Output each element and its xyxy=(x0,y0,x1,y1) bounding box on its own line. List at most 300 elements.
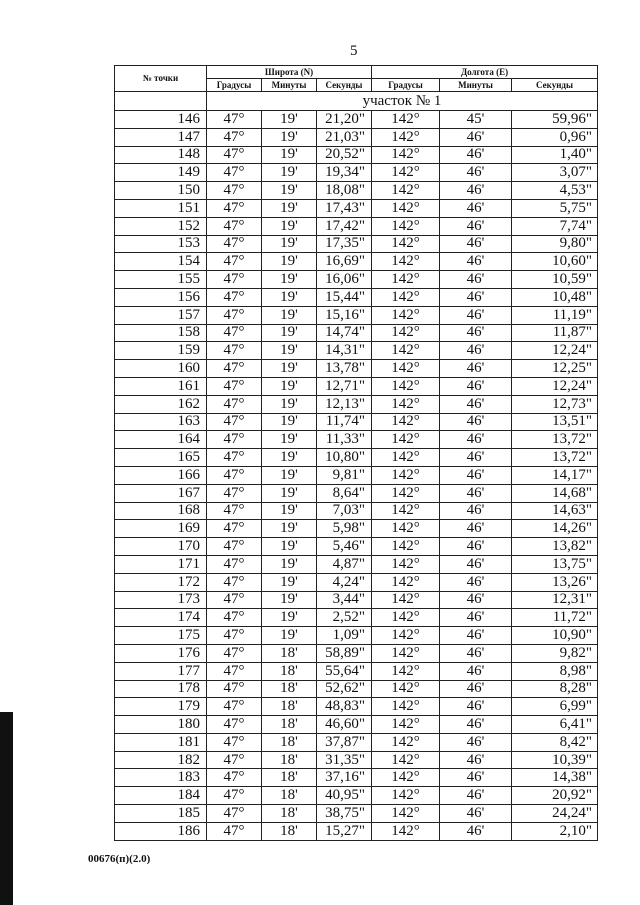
table-row xyxy=(115,360,598,378)
lat-degrees-cell: 47° xyxy=(207,555,262,573)
point-number-cell: 182 xyxy=(115,751,207,769)
lat-degrees-cell: 47° xyxy=(207,342,262,360)
lat-seconds-cell: 5,46" xyxy=(317,538,372,556)
lon-minutes-cell: 46' xyxy=(440,449,512,467)
lon-degrees-cell: 142° xyxy=(372,217,440,235)
lat-degrees-cell: 47° xyxy=(207,377,262,395)
table-row xyxy=(115,182,598,200)
table-row xyxy=(115,324,598,342)
point-number-cell: 166 xyxy=(115,466,207,484)
table-row xyxy=(115,306,598,324)
table-row xyxy=(115,591,598,609)
lon-seconds-cell: 9,80" xyxy=(512,235,598,253)
lon-seconds-cell: 10,59" xyxy=(512,271,598,289)
lon-degrees-cell: 142° xyxy=(372,662,440,680)
lat-seconds-cell: 52,62" xyxy=(317,680,372,698)
lat-seconds-cell: 18,08" xyxy=(317,182,372,200)
point-number-cell: 174 xyxy=(115,609,207,627)
lat-degrees-cell: 47° xyxy=(207,413,262,431)
coordinates-table xyxy=(114,65,598,841)
lat-minutes-cell: 19' xyxy=(262,288,317,306)
table-row xyxy=(115,698,598,716)
table-row xyxy=(115,787,598,805)
point-number-cell: 167 xyxy=(115,484,207,502)
lon-degrees-cell: 142° xyxy=(372,324,440,342)
lat-seconds-cell: 31,35" xyxy=(317,751,372,769)
point-number-cell: 162 xyxy=(115,395,207,413)
lon-minutes-cell: 46' xyxy=(440,573,512,591)
lon-seconds-cell: 2,10" xyxy=(512,822,598,840)
lat-degrees-cell: 47° xyxy=(207,360,262,378)
lat-degrees-cell: 47° xyxy=(207,484,262,502)
table-row xyxy=(115,395,598,413)
lat-minutes-cell: 19' xyxy=(262,609,317,627)
lon-degrees-cell: 142° xyxy=(372,111,440,129)
lon-degrees-cell: 142° xyxy=(372,377,440,395)
lon-seconds-cell: 3,07" xyxy=(512,164,598,182)
lon-seconds-cell: 10,39" xyxy=(512,751,598,769)
lat-degrees-cell: 47° xyxy=(207,733,262,751)
lat-seconds-cell: 58,89" xyxy=(317,644,372,662)
lon-minutes-cell: 46' xyxy=(440,146,512,164)
point-number-cell: 158 xyxy=(115,324,207,342)
lat-degrees-cell: 47° xyxy=(207,164,262,182)
lon-minutes-cell: 46' xyxy=(440,306,512,324)
table-row xyxy=(115,342,598,360)
point-number-cell: 181 xyxy=(115,733,207,751)
lon-degrees-cell: 142° xyxy=(372,128,440,146)
lon-degrees-cell: 142° xyxy=(372,520,440,538)
point-number-cell: 150 xyxy=(115,182,207,200)
lat-seconds-cell: 40,95" xyxy=(317,787,372,805)
longitude-header: Долгота (E) xyxy=(372,66,598,79)
lat-minutes-cell: 19' xyxy=(262,502,317,520)
lat-seconds-cell: 16,69" xyxy=(317,253,372,271)
lat-seconds-cell: 46,60" xyxy=(317,716,372,734)
lat-degrees-cell: 47° xyxy=(207,520,262,538)
lat-degrees-cell: 47° xyxy=(207,431,262,449)
lat-minutes-cell: 18' xyxy=(262,716,317,734)
point-number-cell: 160 xyxy=(115,360,207,378)
lat-minutes-cell: 19' xyxy=(262,111,317,129)
lat-seconds-cell: 55,64" xyxy=(317,662,372,680)
lon-minutes-cell: 46' xyxy=(440,733,512,751)
lat-seconds-cell: 12,71" xyxy=(317,377,372,395)
lon-degrees-cell: 142° xyxy=(372,431,440,449)
lat-degrees-cell: 47° xyxy=(207,217,262,235)
lon-degrees-cell: 142° xyxy=(372,449,440,467)
point-number-cell: 185 xyxy=(115,805,207,823)
table-body xyxy=(115,111,598,841)
lon-seconds-cell: 7,74" xyxy=(512,217,598,235)
table-row xyxy=(115,555,598,573)
lon-minutes-cell: 46' xyxy=(440,484,512,502)
lat-minutes-cell: 19' xyxy=(262,199,317,217)
lon-seconds-cell: 10,48" xyxy=(512,288,598,306)
point-number-cell: 172 xyxy=(115,573,207,591)
point-number-cell: 179 xyxy=(115,698,207,716)
lon-degrees-cell: 142° xyxy=(372,235,440,253)
lat-minutes-cell: 19' xyxy=(262,253,317,271)
lon-degrees-cell: 142° xyxy=(372,146,440,164)
lat-degrees-cell: 47° xyxy=(207,609,262,627)
lat-seconds-cell: 38,75" xyxy=(317,805,372,823)
lon-degrees-cell: 142° xyxy=(372,538,440,556)
table-row xyxy=(115,502,598,520)
lat-degrees-cell: 47° xyxy=(207,111,262,129)
lat-seconds-cell: 1,09" xyxy=(317,627,372,645)
table-row xyxy=(115,146,598,164)
point-number-cell: 183 xyxy=(115,769,207,787)
lon-minutes-cell: 46' xyxy=(440,199,512,217)
lon-seconds-cell: 14,38" xyxy=(512,769,598,787)
lon-minutes-cell: 46' xyxy=(440,128,512,146)
lon-seconds-cell: 12,24" xyxy=(512,342,598,360)
lat-minutes-cell: 19' xyxy=(262,324,317,342)
lon-seconds-cell: 11,87" xyxy=(512,324,598,342)
lat-degrees-cell: 47° xyxy=(207,591,262,609)
lon-minutes-cell: 46' xyxy=(440,555,512,573)
lat-degrees-cell: 47° xyxy=(207,235,262,253)
lon-seconds-cell: 59,96" xyxy=(512,111,598,129)
table-row xyxy=(115,271,598,289)
scan-edge-mark xyxy=(0,712,13,905)
lon-minutes-cell: 46' xyxy=(440,538,512,556)
lon-degrees-cell: 142° xyxy=(372,555,440,573)
page-number: 5 xyxy=(350,43,358,59)
lat-minutes-cell: 19' xyxy=(262,146,317,164)
lat-seconds-cell: 48,83" xyxy=(317,698,372,716)
lat-degrees-cell: 47° xyxy=(207,324,262,342)
point-number-cell: 171 xyxy=(115,555,207,573)
lon-seconds-cell: 11,72" xyxy=(512,609,598,627)
lon-seconds-cell: 5,75" xyxy=(512,199,598,217)
lon-minutes-cell: 46' xyxy=(440,395,512,413)
lat-seconds-cell: 37,87" xyxy=(317,733,372,751)
point-number-cell: 177 xyxy=(115,662,207,680)
point-number-cell: 153 xyxy=(115,235,207,253)
lon-degrees-cell: 142° xyxy=(372,751,440,769)
point-number-cell: 148 xyxy=(115,146,207,164)
lon-minutes-cell: 45' xyxy=(440,111,512,129)
lat-seconds-cell: 10,80" xyxy=(317,449,372,467)
section-blank-cell xyxy=(115,92,207,111)
lon-degrees-cell: 142° xyxy=(372,787,440,805)
point-number-cell: 157 xyxy=(115,306,207,324)
table-row xyxy=(115,769,598,787)
lat-seconds-cell: 9,81" xyxy=(317,466,372,484)
lon-minutes-cell: 46' xyxy=(440,342,512,360)
lon-degrees-cell: 142° xyxy=(372,733,440,751)
table-row xyxy=(115,573,598,591)
lon-seconds-cell: 1,40" xyxy=(512,146,598,164)
lat-minutes-cell: 19' xyxy=(262,217,317,235)
lat-degrees-cell: 47° xyxy=(207,466,262,484)
lon-minutes-cell: 46' xyxy=(440,217,512,235)
point-number-cell: 154 xyxy=(115,253,207,271)
lat-degrees-cell: 47° xyxy=(207,395,262,413)
lat-seconds-cell: 12,13" xyxy=(317,395,372,413)
lat-degrees-cell: 47° xyxy=(207,128,262,146)
lon-minutes-cell: 46' xyxy=(440,716,512,734)
lon-minutes-cell: 46' xyxy=(440,377,512,395)
table-row xyxy=(115,431,598,449)
lon-seconds-cell: 8,42" xyxy=(512,733,598,751)
point-number-cell: 161 xyxy=(115,377,207,395)
lon-seconds-cell: 20,92" xyxy=(512,787,598,805)
lat-minutes-cell: 18' xyxy=(262,644,317,662)
lon-seconds-cell: 8,28" xyxy=(512,680,598,698)
lon-seconds-cell: 12,25" xyxy=(512,360,598,378)
lon-degrees-cell: 142° xyxy=(372,822,440,840)
table-row xyxy=(115,680,598,698)
point-number-cell: 169 xyxy=(115,520,207,538)
point-number-cell: 165 xyxy=(115,449,207,467)
lon-seconds-cell: 6,99" xyxy=(512,698,598,716)
point-number-cell: 149 xyxy=(115,164,207,182)
lon-degrees-cell: 142° xyxy=(372,484,440,502)
lon-seconds-cell: 14,17" xyxy=(512,466,598,484)
lat-seconds-cell: 21,20" xyxy=(317,111,372,129)
table-row xyxy=(115,235,598,253)
lon-degrees-cell: 142° xyxy=(372,769,440,787)
lon-seconds-cell: 24,24" xyxy=(512,805,598,823)
lat-seconds-cell: 15,44" xyxy=(317,288,372,306)
lat-minutes-cell: 19' xyxy=(262,431,317,449)
lat-minutes-cell: 19' xyxy=(262,538,317,556)
point-number-cell: 146 xyxy=(115,111,207,129)
lat-minutes-cell: 18' xyxy=(262,787,317,805)
lon-degrees-cell: 142° xyxy=(372,342,440,360)
lat-degrees-cell: 47° xyxy=(207,698,262,716)
lat-minutes-cell: 19' xyxy=(262,591,317,609)
lat-degrees-cell: 47° xyxy=(207,288,262,306)
lon-minutes-cell: 46' xyxy=(440,413,512,431)
lon-minutes-cell: 46' xyxy=(440,769,512,787)
lat-degrees-cell: 47° xyxy=(207,662,262,680)
lat-minutes-cell: 18' xyxy=(262,805,317,823)
lon-degrees-header: Градусы xyxy=(372,79,440,92)
table-row xyxy=(115,377,598,395)
table-row xyxy=(115,111,598,129)
lon-degrees-cell: 142° xyxy=(372,716,440,734)
lon-seconds-cell: 0,96" xyxy=(512,128,598,146)
lat-degrees-cell: 47° xyxy=(207,182,262,200)
lon-degrees-cell: 142° xyxy=(372,306,440,324)
lon-degrees-cell: 142° xyxy=(372,805,440,823)
lon-minutes-cell: 46' xyxy=(440,751,512,769)
point-number-cell: 186 xyxy=(115,822,207,840)
lat-minutes-cell: 19' xyxy=(262,342,317,360)
lat-seconds-cell: 17,42" xyxy=(317,217,372,235)
point-number-cell: 173 xyxy=(115,591,207,609)
table-row xyxy=(115,164,598,182)
point-number-cell: 151 xyxy=(115,199,207,217)
lat-degrees-cell: 47° xyxy=(207,199,262,217)
lat-seconds-cell: 15,16" xyxy=(317,306,372,324)
point-number-cell: 156 xyxy=(115,288,207,306)
lon-seconds-cell: 14,63" xyxy=(512,502,598,520)
lon-minutes-cell: 46' xyxy=(440,502,512,520)
lon-minutes-cell: 46' xyxy=(440,644,512,662)
lat-degrees-header: Градусы xyxy=(207,79,262,92)
table-row xyxy=(115,627,598,645)
lat-seconds-cell: 19,34" xyxy=(317,164,372,182)
table-row xyxy=(115,662,598,680)
table-row xyxy=(115,751,598,769)
lat-degrees-cell: 47° xyxy=(207,502,262,520)
lon-degrees-cell: 142° xyxy=(372,288,440,306)
point-number-cell: 164 xyxy=(115,431,207,449)
lat-minutes-cell: 19' xyxy=(262,520,317,538)
lat-degrees-cell: 47° xyxy=(207,680,262,698)
lat-minutes-cell: 18' xyxy=(262,733,317,751)
lon-seconds-cell: 10,90" xyxy=(512,627,598,645)
lon-degrees-cell: 142° xyxy=(372,413,440,431)
lat-degrees-cell: 47° xyxy=(207,822,262,840)
lon-degrees-cell: 142° xyxy=(372,698,440,716)
lon-minutes-cell: 46' xyxy=(440,235,512,253)
point-number-cell: 147 xyxy=(115,128,207,146)
lat-minutes-cell: 19' xyxy=(262,395,317,413)
lon-seconds-cell: 13,26" xyxy=(512,573,598,591)
lon-degrees-cell: 142° xyxy=(372,253,440,271)
lat-minutes-cell: 19' xyxy=(262,306,317,324)
lon-minutes-cell: 46' xyxy=(440,609,512,627)
lat-minutes-cell: 19' xyxy=(262,413,317,431)
lat-seconds-cell: 3,44" xyxy=(317,591,372,609)
lat-seconds-cell: 16,06" xyxy=(317,271,372,289)
lon-minutes-cell: 46' xyxy=(440,662,512,680)
table-row xyxy=(115,288,598,306)
lat-minutes-cell: 19' xyxy=(262,164,317,182)
lon-degrees-cell: 142° xyxy=(372,199,440,217)
lat-minutes-cell: 19' xyxy=(262,555,317,573)
lat-seconds-cell: 4,87" xyxy=(317,555,372,573)
lat-minutes-cell: 19' xyxy=(262,377,317,395)
lon-seconds-cell: 12,31" xyxy=(512,591,598,609)
lat-minutes-cell: 18' xyxy=(262,751,317,769)
lon-seconds-cell: 13,82" xyxy=(512,538,598,556)
lon-minutes-cell: 46' xyxy=(440,164,512,182)
point-number-cell: 155 xyxy=(115,271,207,289)
lon-seconds-cell: 9,82" xyxy=(512,644,598,662)
lat-seconds-cell: 4,24" xyxy=(317,573,372,591)
lat-seconds-cell: 15,27" xyxy=(317,822,372,840)
lat-seconds-cell: 17,43" xyxy=(317,199,372,217)
lat-degrees-cell: 47° xyxy=(207,573,262,591)
lon-degrees-cell: 142° xyxy=(372,502,440,520)
lat-minutes-cell: 19' xyxy=(262,271,317,289)
point-number-cell: 170 xyxy=(115,538,207,556)
lat-seconds-cell: 20,52" xyxy=(317,146,372,164)
lat-minutes-cell: 18' xyxy=(262,822,317,840)
point-number-cell: 163 xyxy=(115,413,207,431)
lat-seconds-cell: 2,52" xyxy=(317,609,372,627)
lat-minutes-cell: 19' xyxy=(262,128,317,146)
lon-degrees-cell: 142° xyxy=(372,609,440,627)
lon-minutes-cell: 46' xyxy=(440,360,512,378)
table-row xyxy=(115,822,598,840)
lat-degrees-cell: 47° xyxy=(207,253,262,271)
point-number-cell: 184 xyxy=(115,787,207,805)
lon-minutes-cell: 46' xyxy=(440,627,512,645)
point-number-cell: 159 xyxy=(115,342,207,360)
lon-degrees-cell: 142° xyxy=(372,360,440,378)
table-row xyxy=(115,484,598,502)
lon-seconds-cell: 12,73" xyxy=(512,395,598,413)
point-number-cell: 168 xyxy=(115,502,207,520)
lon-seconds-cell: 13,72" xyxy=(512,431,598,449)
lat-minutes-cell: 18' xyxy=(262,698,317,716)
table-row xyxy=(115,217,598,235)
lon-degrees-cell: 142° xyxy=(372,271,440,289)
lat-seconds-cell: 14,74" xyxy=(317,324,372,342)
lon-degrees-cell: 142° xyxy=(372,182,440,200)
lat-seconds-cell: 17,35" xyxy=(317,235,372,253)
lat-degrees-cell: 47° xyxy=(207,271,262,289)
lat-minutes-cell: 18' xyxy=(262,680,317,698)
lon-seconds-cell: 13,51" xyxy=(512,413,598,431)
lon-degrees-cell: 142° xyxy=(372,164,440,182)
point-number-cell: 175 xyxy=(115,627,207,645)
table-row xyxy=(115,644,598,662)
point-number-cell: 176 xyxy=(115,644,207,662)
lat-seconds-cell: 13,78" xyxy=(317,360,372,378)
lat-degrees-cell: 47° xyxy=(207,716,262,734)
lat-degrees-cell: 47° xyxy=(207,146,262,164)
lon-minutes-cell: 46' xyxy=(440,591,512,609)
table-row xyxy=(115,805,598,823)
table-row xyxy=(115,609,598,627)
lat-degrees-cell: 47° xyxy=(207,769,262,787)
lon-seconds-cell: 10,60" xyxy=(512,253,598,271)
lat-degrees-cell: 47° xyxy=(207,627,262,645)
lon-seconds-cell: 8,98" xyxy=(512,662,598,680)
point-number-header: № точки xyxy=(115,66,207,92)
lon-seconds-cell: 11,19" xyxy=(512,306,598,324)
lat-degrees-cell: 47° xyxy=(207,644,262,662)
lat-seconds-cell: 8,64" xyxy=(317,484,372,502)
section-title: участок № 1 xyxy=(207,92,598,111)
table-row xyxy=(115,449,598,467)
lon-degrees-cell: 142° xyxy=(372,395,440,413)
table-row xyxy=(115,733,598,751)
lat-minutes-cell: 19' xyxy=(262,182,317,200)
lat-seconds-cell: 14,31" xyxy=(317,342,372,360)
table-row xyxy=(115,716,598,734)
table-row xyxy=(115,199,598,217)
lon-degrees-cell: 142° xyxy=(372,591,440,609)
point-number-cell: 180 xyxy=(115,716,207,734)
lon-degrees-cell: 142° xyxy=(372,466,440,484)
lat-seconds-cell: 11,74" xyxy=(317,413,372,431)
lat-seconds-cell: 7,03" xyxy=(317,502,372,520)
point-number-cell: 178 xyxy=(115,680,207,698)
lon-minutes-cell: 46' xyxy=(440,698,512,716)
lat-minutes-cell: 19' xyxy=(262,627,317,645)
lon-seconds-header: Секунды xyxy=(512,79,598,92)
table-row xyxy=(115,413,598,431)
lat-degrees-cell: 47° xyxy=(207,538,262,556)
lon-minutes-cell: 46' xyxy=(440,680,512,698)
lat-minutes-cell: 19' xyxy=(262,466,317,484)
latitude-header: Широта (N) xyxy=(207,66,372,79)
lon-minutes-cell: 46' xyxy=(440,288,512,306)
lon-minutes-cell: 46' xyxy=(440,271,512,289)
lat-seconds-cell: 11,33" xyxy=(317,431,372,449)
lat-degrees-cell: 47° xyxy=(207,787,262,805)
